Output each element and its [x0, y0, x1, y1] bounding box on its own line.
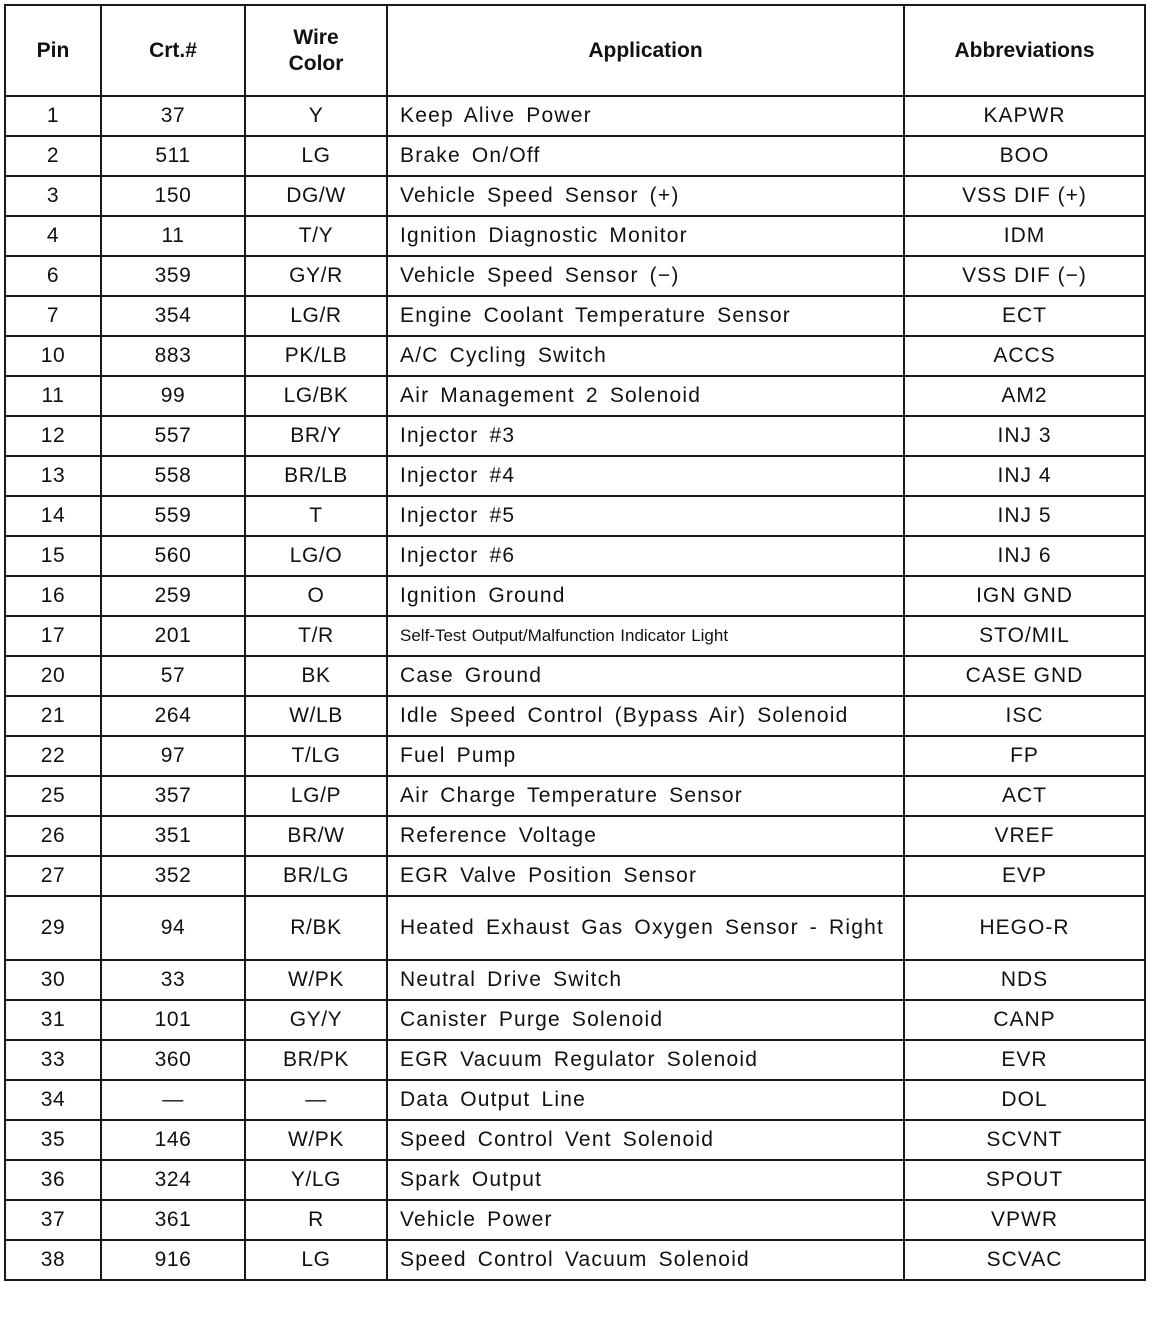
- table-row: [5, 616, 1145, 656]
- cell-wire-color: —: [245, 1080, 387, 1120]
- cell-application: Keep Alive Power: [387, 96, 904, 136]
- cell-pin: 15: [5, 536, 101, 576]
- table-row: [5, 456, 1145, 496]
- cell-circuit: 351: [101, 816, 245, 856]
- cell-wire-color: W/PK: [245, 960, 387, 1000]
- table-body: [5, 96, 1145, 1280]
- cell-application: Vehicle Speed Sensor (−): [387, 256, 904, 296]
- cell-abbreviation: INJ 5: [904, 496, 1145, 536]
- cell-pin: 14: [5, 496, 101, 536]
- cell-circuit: 259: [101, 576, 245, 616]
- cell-application: EGR Vacuum Regulator Solenoid: [387, 1040, 904, 1080]
- cell-abbreviation: INJ 6: [904, 536, 1145, 576]
- cell-wire-color: BR/LG: [245, 856, 387, 896]
- cell-application: Air Charge Temperature Sensor: [387, 776, 904, 816]
- cell-application: Fuel Pump: [387, 736, 904, 776]
- cell-abbreviation: VREF: [904, 816, 1145, 856]
- cell-wire-color: BK: [245, 656, 387, 696]
- cell-application: Canister Purge Solenoid: [387, 1000, 904, 1040]
- cell-abbreviation: VSS DIF (−): [904, 256, 1145, 296]
- table-row: [5, 960, 1145, 1000]
- cell-abbreviation: FP: [904, 736, 1145, 776]
- cell-application: Idle Speed Control (Bypass Air) Solenoid: [387, 696, 904, 736]
- cell-pin: 2: [5, 136, 101, 176]
- cell-abbreviation: VPWR: [904, 1200, 1145, 1240]
- table-row: [5, 136, 1145, 176]
- cell-application: Injector #6: [387, 536, 904, 576]
- cell-application: Heated Exhaust Gas Oxygen Sensor - Right: [387, 896, 904, 960]
- cell-abbreviation: CANP: [904, 1000, 1145, 1040]
- table-row: [5, 1120, 1145, 1160]
- cell-wire-color: Y/LG: [245, 1160, 387, 1200]
- cell-abbreviation: EVR: [904, 1040, 1145, 1080]
- cell-abbreviation: SCVNT: [904, 1120, 1145, 1160]
- cell-application: Brake On/Off: [387, 136, 904, 176]
- cell-wire-color: GY/Y: [245, 1000, 387, 1040]
- table-row: [5, 1040, 1145, 1080]
- cell-abbreviation: IGN GND: [904, 576, 1145, 616]
- cell-circuit: 560: [101, 536, 245, 576]
- cell-wire-color: LG/BK: [245, 376, 387, 416]
- table-row: [5, 736, 1145, 776]
- table-row: [5, 896, 1145, 960]
- cell-circuit: 57: [101, 656, 245, 696]
- cell-application: Injector #3: [387, 416, 904, 456]
- table-row: [5, 536, 1145, 576]
- table-row: [5, 496, 1145, 536]
- cell-circuit: 352: [101, 856, 245, 896]
- cell-abbreviation: ACCS: [904, 336, 1145, 376]
- cell-pin: 34: [5, 1080, 101, 1120]
- cell-pin: 6: [5, 256, 101, 296]
- cell-pin: 30: [5, 960, 101, 1000]
- cell-circuit: 883: [101, 336, 245, 376]
- cell-wire-color: T/R: [245, 616, 387, 656]
- table-row: [5, 856, 1145, 896]
- cell-wire-color: BR/LB: [245, 456, 387, 496]
- header-wire-color-line1: Wire: [293, 25, 339, 49]
- cell-abbreviation: VSS DIF (+): [904, 176, 1145, 216]
- cell-circuit: 101: [101, 1000, 245, 1040]
- cell-circuit: 354: [101, 296, 245, 336]
- cell-pin: 38: [5, 1240, 101, 1280]
- cell-wire-color: T: [245, 496, 387, 536]
- cell-application: Self-Test Output/Malfunction Indicator Light: [387, 616, 904, 656]
- cell-wire-color: BR/Y: [245, 416, 387, 456]
- cell-circuit: 511: [101, 136, 245, 176]
- header-row: [5, 5, 1145, 96]
- cell-application: Case Ground: [387, 656, 904, 696]
- cell-circuit: 150: [101, 176, 245, 216]
- cell-application: Reference Voltage: [387, 816, 904, 856]
- cell-abbreviation: ISC: [904, 696, 1145, 736]
- cell-application: Vehicle Speed Sensor (+): [387, 176, 904, 216]
- cell-wire-color: R: [245, 1200, 387, 1240]
- table-row: [5, 1000, 1145, 1040]
- cell-application: Spark Output: [387, 1160, 904, 1200]
- table-row: [5, 376, 1145, 416]
- table-row: [5, 216, 1145, 256]
- table-row: [5, 256, 1145, 296]
- cell-abbreviation: BOO: [904, 136, 1145, 176]
- table-row: [5, 576, 1145, 616]
- cell-circuit: 324: [101, 1160, 245, 1200]
- table-row: [5, 1160, 1145, 1200]
- cell-application: Vehicle Power: [387, 1200, 904, 1240]
- cell-wire-color: W/LB: [245, 696, 387, 736]
- table-row: [5, 656, 1145, 696]
- cell-circuit: 97: [101, 736, 245, 776]
- cell-pin: 1: [5, 96, 101, 136]
- cell-circuit: 146: [101, 1120, 245, 1160]
- cell-wire-color: T/LG: [245, 736, 387, 776]
- cell-wire-color: GY/R: [245, 256, 387, 296]
- cell-wire-color: DG/W: [245, 176, 387, 216]
- cell-pin: 37: [5, 1200, 101, 1240]
- cell-pin: 4: [5, 216, 101, 256]
- cell-wire-color: LG/O: [245, 536, 387, 576]
- cell-wire-color: BR/W: [245, 816, 387, 856]
- table-row: [5, 176, 1145, 216]
- cell-application: Neutral Drive Switch: [387, 960, 904, 1000]
- cell-wire-color: R/BK: [245, 896, 387, 960]
- cell-abbreviation: SPOUT: [904, 1160, 1145, 1200]
- cell-wire-color: LG: [245, 1240, 387, 1280]
- cell-pin: 11: [5, 376, 101, 416]
- cell-application: EGR Valve Position Sensor: [387, 856, 904, 896]
- header-wire-color-line2: Color: [288, 51, 344, 75]
- cell-pin: 22: [5, 736, 101, 776]
- cell-abbreviation: EVP: [904, 856, 1145, 896]
- cell-abbreviation: AM2: [904, 376, 1145, 416]
- cell-circuit: 916: [101, 1240, 245, 1280]
- cell-application: A/C Cycling Switch: [387, 336, 904, 376]
- header-circuit: Crt.#: [101, 5, 245, 96]
- cell-application: Injector #5: [387, 496, 904, 536]
- cell-application: Ignition Ground: [387, 576, 904, 616]
- cell-pin: 12: [5, 416, 101, 456]
- cell-abbreviation: SCVAC: [904, 1240, 1145, 1280]
- cell-wire-color: LG/R: [245, 296, 387, 336]
- cell-application: Injector #4: [387, 456, 904, 496]
- cell-application: Speed Control Vent Solenoid: [387, 1120, 904, 1160]
- cell-abbreviation: STO/MIL: [904, 616, 1145, 656]
- cell-circuit: 201: [101, 616, 245, 656]
- cell-wire-color: T/Y: [245, 216, 387, 256]
- table-row: [5, 336, 1145, 376]
- header-application: Application: [387, 5, 904, 96]
- cell-application: Air Management 2 Solenoid: [387, 376, 904, 416]
- table-row: [5, 96, 1145, 136]
- header-pin: Pin: [5, 5, 101, 96]
- table-row: [5, 696, 1145, 736]
- pinout-document: [4, 4, 1144, 1281]
- cell-application: Engine Coolant Temperature Sensor: [387, 296, 904, 336]
- cell-pin: 33: [5, 1040, 101, 1080]
- cell-wire-color: Y: [245, 96, 387, 136]
- table-row: [5, 816, 1145, 856]
- pinout-table: [4, 4, 1146, 1281]
- cell-pin: 21: [5, 696, 101, 736]
- table-row: [5, 416, 1145, 456]
- cell-circuit: 37: [101, 96, 245, 136]
- cell-circuit: 559: [101, 496, 245, 536]
- cell-application: Ignition Diagnostic Monitor: [387, 216, 904, 256]
- cell-circuit: 361: [101, 1200, 245, 1240]
- cell-circuit: —: [101, 1080, 245, 1120]
- cell-pin: 20: [5, 656, 101, 696]
- cell-abbreviation: HEGO-R: [904, 896, 1145, 960]
- cell-circuit: 360: [101, 1040, 245, 1080]
- cell-abbreviation: INJ 4: [904, 456, 1145, 496]
- cell-circuit: 357: [101, 776, 245, 816]
- cell-pin: 35: [5, 1120, 101, 1160]
- cell-abbreviation: CASE GND: [904, 656, 1145, 696]
- cell-pin: 17: [5, 616, 101, 656]
- table-row: [5, 1240, 1145, 1280]
- cell-abbreviation: IDM: [904, 216, 1145, 256]
- cell-pin: 27: [5, 856, 101, 896]
- cell-pin: 10: [5, 336, 101, 376]
- cell-pin: 25: [5, 776, 101, 816]
- cell-wire-color: PK/LB: [245, 336, 387, 376]
- cell-circuit: 359: [101, 256, 245, 296]
- cell-pin: 13: [5, 456, 101, 496]
- cell-wire-color: LG/P: [245, 776, 387, 816]
- table-row: [5, 1200, 1145, 1240]
- header-abbreviations: Abbreviations: [904, 5, 1145, 96]
- cell-application: Speed Control Vacuum Solenoid: [387, 1240, 904, 1280]
- cell-pin: 7: [5, 296, 101, 336]
- cell-application: Data Output Line: [387, 1080, 904, 1120]
- cell-pin: 3: [5, 176, 101, 216]
- cell-abbreviation: ACT: [904, 776, 1145, 816]
- cell-wire-color: O: [245, 576, 387, 616]
- cell-wire-color: W/PK: [245, 1120, 387, 1160]
- cell-circuit: 11: [101, 216, 245, 256]
- header-wire-color: [245, 5, 387, 96]
- cell-pin: 31: [5, 1000, 101, 1040]
- cell-pin: 29: [5, 896, 101, 960]
- cell-abbreviation: INJ 3: [904, 416, 1145, 456]
- cell-circuit: 33: [101, 960, 245, 1000]
- cell-abbreviation: DOL: [904, 1080, 1145, 1120]
- cell-circuit: 99: [101, 376, 245, 416]
- table-row: [5, 1080, 1145, 1120]
- cell-pin: 36: [5, 1160, 101, 1200]
- cell-abbreviation: NDS: [904, 960, 1145, 1000]
- cell-abbreviation: KAPWR: [904, 96, 1145, 136]
- cell-circuit: 264: [101, 696, 245, 736]
- table-row: [5, 776, 1145, 816]
- cell-circuit: 558: [101, 456, 245, 496]
- cell-pin: 26: [5, 816, 101, 856]
- cell-circuit: 94: [101, 896, 245, 960]
- cell-circuit: 557: [101, 416, 245, 456]
- cell-abbreviation: ECT: [904, 296, 1145, 336]
- cell-wire-color: BR/PK: [245, 1040, 387, 1080]
- cell-wire-color: LG: [245, 136, 387, 176]
- cell-pin: 16: [5, 576, 101, 616]
- table-row: [5, 296, 1145, 336]
